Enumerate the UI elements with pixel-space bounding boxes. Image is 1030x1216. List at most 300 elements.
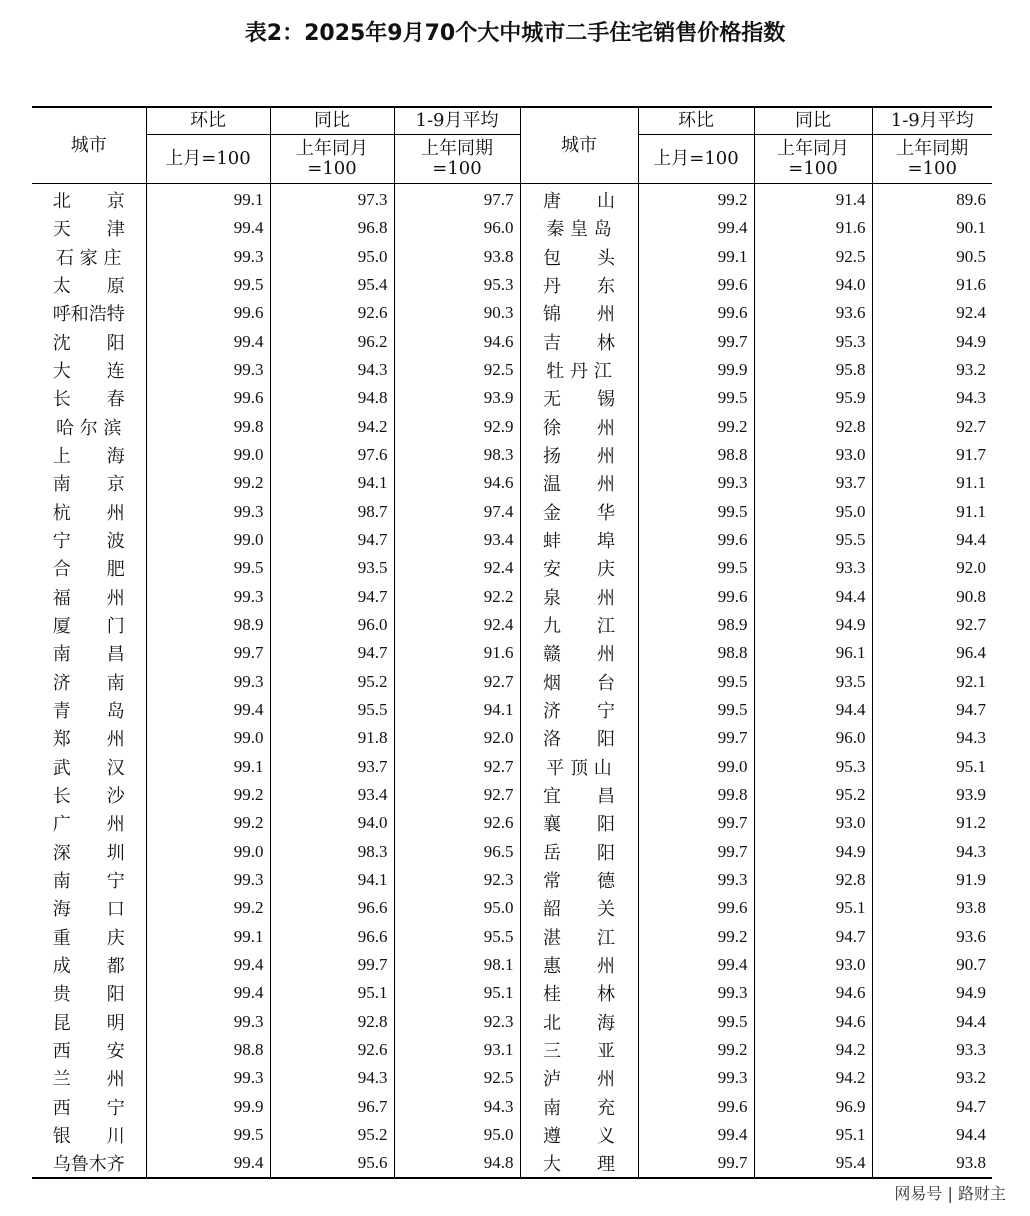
- avg-cell: 91.1: [872, 498, 992, 526]
- mom-cell: 99.3: [146, 668, 270, 696]
- mom-cell: 99.3: [146, 866, 270, 894]
- yoy-cell: 95.3: [754, 753, 872, 781]
- mom-cell: 99.3: [638, 469, 754, 497]
- city-cell: 襄 阳: [520, 809, 638, 837]
- yoy-cell: 93.0: [754, 951, 872, 979]
- city-cell: 长 春: [32, 384, 146, 412]
- city-cell: 三 亚: [520, 1036, 638, 1064]
- avg-cell: 89.6: [872, 184, 992, 215]
- city-cell: 西 宁: [32, 1093, 146, 1121]
- avg-cell: 92.1: [872, 668, 992, 696]
- yoy-cell: 95.1: [270, 979, 394, 1007]
- table-row: [32, 1149, 992, 1178]
- header-mom-base-left: 上月=100: [146, 135, 270, 184]
- mom-cell: 99.3: [638, 979, 754, 1007]
- mom-cell: 99.3: [146, 1008, 270, 1036]
- avg-cell: 97.7: [394, 184, 520, 215]
- mom-cell: 99.2: [146, 894, 270, 922]
- yoy-cell: 98.7: [270, 498, 394, 526]
- yoy-cell: 91.8: [270, 724, 394, 752]
- yoy-cell: 95.6: [270, 1149, 394, 1178]
- city-cell: 蚌 埠: [520, 526, 638, 554]
- yoy-cell: 97.3: [270, 184, 394, 215]
- mom-cell: 99.5: [638, 696, 754, 724]
- table-row: [32, 413, 992, 441]
- avg-cell: 92.7: [872, 611, 992, 639]
- city-cell: 西 安: [32, 1036, 146, 1064]
- mom-cell: 99.0: [146, 724, 270, 752]
- yoy-cell: 94.4: [754, 696, 872, 724]
- mom-cell: 99.2: [638, 413, 754, 441]
- table-body: [32, 184, 992, 1179]
- table-row: [32, 469, 992, 497]
- mom-cell: 99.6: [638, 271, 754, 299]
- city-cell: 宁 波: [32, 526, 146, 554]
- city-cell: 湛 江: [520, 923, 638, 951]
- mom-cell: 99.4: [638, 1121, 754, 1149]
- yoy-cell: 94.8: [270, 384, 394, 412]
- mom-cell: 99.4: [638, 214, 754, 242]
- city-cell: 福 州: [32, 583, 146, 611]
- city-cell: 武 汉: [32, 753, 146, 781]
- avg-cell: 97.4: [394, 498, 520, 526]
- avg-cell: 94.7: [872, 1093, 992, 1121]
- yoy-cell: 94.0: [270, 809, 394, 837]
- city-cell: 上 海: [32, 441, 146, 469]
- yoy-cell: 94.6: [754, 1008, 872, 1036]
- mom-cell: 99.7: [638, 809, 754, 837]
- city-cell: 洛 阳: [520, 724, 638, 752]
- yoy-cell: 96.2: [270, 328, 394, 356]
- yoy-cell: 96.1: [754, 639, 872, 667]
- table-row: [32, 1093, 992, 1121]
- table-row: [32, 979, 992, 1007]
- header-mom-left: 环比: [146, 107, 270, 135]
- avg-cell: 94.4: [872, 526, 992, 554]
- mom-cell: 99.6: [146, 384, 270, 412]
- yoy-cell: 94.3: [270, 1064, 394, 1092]
- yoy-cell: 97.6: [270, 441, 394, 469]
- mom-cell: 98.8: [638, 639, 754, 667]
- table-row: [32, 1008, 992, 1036]
- table-row: [32, 271, 992, 299]
- avg-cell: 91.6: [872, 271, 992, 299]
- avg-cell: 95.3: [394, 271, 520, 299]
- avg-cell: 94.3: [872, 724, 992, 752]
- mom-cell: 99.8: [638, 781, 754, 809]
- header-avg-base-left: 上年同期 =100: [394, 135, 520, 184]
- yoy-cell: 94.1: [270, 469, 394, 497]
- avg-cell: 96.4: [872, 639, 992, 667]
- mom-cell: 99.7: [638, 838, 754, 866]
- mom-cell: 99.7: [146, 639, 270, 667]
- avg-cell: 93.3: [872, 1036, 992, 1064]
- table-row: [32, 1121, 992, 1149]
- avg-cell: 95.0: [394, 894, 520, 922]
- mom-cell: 99.3: [146, 243, 270, 271]
- avg-cell: 92.3: [394, 1008, 520, 1036]
- city-cell: 郑 州: [32, 724, 146, 752]
- avg-cell: 90.3: [394, 299, 520, 327]
- table-row: [32, 894, 992, 922]
- yoy-cell: 94.6: [754, 979, 872, 1007]
- table-row: [32, 214, 992, 242]
- header-yoy-left: 同比: [270, 107, 394, 135]
- yoy-cell: 94.2: [270, 413, 394, 441]
- avg-cell: 90.5: [872, 243, 992, 271]
- avg-cell: 94.1: [394, 696, 520, 724]
- avg-cell: 92.6: [394, 809, 520, 837]
- city-cell: 合 肥: [32, 554, 146, 582]
- mom-cell: 99.6: [638, 894, 754, 922]
- yoy-cell: 95.0: [270, 243, 394, 271]
- header-mom-base-right: 上月=100: [638, 135, 754, 184]
- table-row: [32, 554, 992, 582]
- mom-cell: 98.9: [638, 611, 754, 639]
- header-avg-right: 1-9月平均: [872, 107, 992, 135]
- avg-cell: 91.1: [872, 469, 992, 497]
- header-avg-base-right: 上年同期 =100: [872, 135, 992, 184]
- mom-cell: 99.3: [146, 498, 270, 526]
- mom-cell: 99.2: [146, 781, 270, 809]
- yoy-cell: 92.6: [270, 299, 394, 327]
- mom-cell: 99.0: [146, 526, 270, 554]
- yoy-cell: 93.0: [754, 809, 872, 837]
- city-cell: 桂 林: [520, 979, 638, 1007]
- avg-cell: 92.9: [394, 413, 520, 441]
- mom-cell: 99.4: [146, 1149, 270, 1178]
- mom-cell: 99.6: [638, 1093, 754, 1121]
- table-row: [32, 809, 992, 837]
- avg-cell: 93.9: [872, 781, 992, 809]
- mom-cell: 99.4: [638, 951, 754, 979]
- mom-cell: 98.9: [146, 611, 270, 639]
- avg-cell: 90.7: [872, 951, 992, 979]
- avg-cell: 92.7: [872, 413, 992, 441]
- mom-cell: 99.5: [146, 1121, 270, 1149]
- city-cell: 南 宁: [32, 866, 146, 894]
- avg-cell: 92.4: [394, 611, 520, 639]
- city-cell: 宜 昌: [520, 781, 638, 809]
- header-city-left: 城市: [32, 107, 146, 184]
- mom-cell: 99.4: [146, 696, 270, 724]
- mom-cell: 99.0: [638, 753, 754, 781]
- mom-cell: 99.3: [146, 356, 270, 384]
- city-cell: 大 连: [32, 356, 146, 384]
- city-cell: 九 江: [520, 611, 638, 639]
- yoy-cell: 94.7: [270, 583, 394, 611]
- city-cell: 兰 州: [32, 1064, 146, 1092]
- city-cell: 大 理: [520, 1149, 638, 1178]
- yoy-cell: 95.9: [754, 384, 872, 412]
- yoy-cell: 93.7: [270, 753, 394, 781]
- table-row: [32, 724, 992, 752]
- yoy-cell: 95.0: [754, 498, 872, 526]
- avg-cell: 94.3: [872, 838, 992, 866]
- table-row: [32, 299, 992, 327]
- table-row: [32, 384, 992, 412]
- yoy-cell: 95.4: [754, 1149, 872, 1178]
- mom-cell: 99.5: [638, 668, 754, 696]
- mom-cell: 99.1: [146, 184, 270, 215]
- city-cell: 扬 州: [520, 441, 638, 469]
- table-row: [32, 753, 992, 781]
- table-row: [32, 243, 992, 271]
- city-cell: 金 华: [520, 498, 638, 526]
- yoy-cell: 95.1: [754, 1121, 872, 1149]
- city-cell: 遵 义: [520, 1121, 638, 1149]
- yoy-cell: 94.9: [754, 838, 872, 866]
- yoy-cell: 96.6: [270, 894, 394, 922]
- watermark: 网易号 | 路财主: [888, 1179, 1012, 1206]
- avg-cell: 92.5: [394, 1064, 520, 1092]
- yoy-cell: 95.2: [754, 781, 872, 809]
- city-cell: 赣 州: [520, 639, 638, 667]
- avg-cell: 98.3: [394, 441, 520, 469]
- mom-cell: 99.4: [146, 979, 270, 1007]
- header-yoy-right: 同比: [754, 107, 872, 135]
- table-row: [32, 184, 992, 215]
- avg-cell: 94.6: [394, 328, 520, 356]
- avg-cell: 92.7: [394, 781, 520, 809]
- mom-cell: 99.0: [146, 441, 270, 469]
- table-row: [32, 696, 992, 724]
- yoy-cell: 92.6: [270, 1036, 394, 1064]
- avg-cell: 93.6: [872, 923, 992, 951]
- city-cell: 深 圳: [32, 838, 146, 866]
- header-yoy-base-right: 上年同月 =100: [754, 135, 872, 184]
- avg-cell: 96.0: [394, 214, 520, 242]
- yoy-cell: 92.8: [270, 1008, 394, 1036]
- yoy-cell: 96.0: [270, 611, 394, 639]
- city-cell: 天 津: [32, 214, 146, 242]
- avg-cell: 91.7: [872, 441, 992, 469]
- avg-cell: 94.9: [872, 979, 992, 1007]
- avg-cell: 90.8: [872, 583, 992, 611]
- avg-cell: 93.8: [872, 1149, 992, 1178]
- avg-cell: 92.7: [394, 753, 520, 781]
- avg-cell: 93.8: [394, 243, 520, 271]
- avg-cell: 93.2: [872, 356, 992, 384]
- city-cell: 贵 阳: [32, 979, 146, 1007]
- mom-cell: 99.6: [638, 526, 754, 554]
- mom-cell: 98.8: [146, 1036, 270, 1064]
- yoy-cell: 93.4: [270, 781, 394, 809]
- city-cell: 广 州: [32, 809, 146, 837]
- yoy-cell: 91.6: [754, 214, 872, 242]
- table-row: [32, 583, 992, 611]
- city-cell: 唐 山: [520, 184, 638, 215]
- avg-cell: 93.8: [872, 894, 992, 922]
- table-row: [32, 923, 992, 951]
- city-cell: 牡 丹 江: [520, 356, 638, 384]
- city-cell: 常 德: [520, 866, 638, 894]
- mom-cell: 99.6: [638, 299, 754, 327]
- header-city-right: 城市: [520, 107, 638, 184]
- mom-cell: 99.4: [146, 951, 270, 979]
- yoy-cell: 94.4: [754, 583, 872, 611]
- avg-cell: 94.8: [394, 1149, 520, 1178]
- city-cell: 乌鲁木齐: [32, 1149, 146, 1178]
- table-row: [32, 1064, 992, 1092]
- avg-cell: 94.4: [872, 1121, 992, 1149]
- city-cell: 安 庆: [520, 554, 638, 582]
- city-cell: 长 沙: [32, 781, 146, 809]
- yoy-cell: 96.7: [270, 1093, 394, 1121]
- yoy-cell: 94.7: [270, 526, 394, 554]
- avg-cell: 96.5: [394, 838, 520, 866]
- city-cell: 无 锡: [520, 384, 638, 412]
- avg-cell: 92.2: [394, 583, 520, 611]
- mom-cell: 99.4: [146, 328, 270, 356]
- yoy-cell: 93.5: [754, 668, 872, 696]
- avg-cell: 92.4: [872, 299, 992, 327]
- avg-cell: 92.5: [394, 356, 520, 384]
- mom-cell: 99.5: [146, 554, 270, 582]
- city-cell: 秦 皇 岛: [520, 214, 638, 242]
- mom-cell: 99.5: [638, 498, 754, 526]
- city-cell: 温 州: [520, 469, 638, 497]
- yoy-cell: 95.8: [754, 356, 872, 384]
- table-row: [32, 668, 992, 696]
- avg-cell: 94.3: [394, 1093, 520, 1121]
- yoy-cell: 95.5: [270, 696, 394, 724]
- city-cell: 济 宁: [520, 696, 638, 724]
- avg-cell: 93.9: [394, 384, 520, 412]
- avg-cell: 95.0: [394, 1121, 520, 1149]
- city-cell: 厦 门: [32, 611, 146, 639]
- avg-cell: 94.7: [872, 696, 992, 724]
- city-cell: 丹 东: [520, 271, 638, 299]
- yoy-cell: 94.0: [754, 271, 872, 299]
- avg-cell: 92.7: [394, 668, 520, 696]
- table-row: [32, 328, 992, 356]
- mom-cell: 99.9: [638, 356, 754, 384]
- yoy-cell: 96.9: [754, 1093, 872, 1121]
- mom-cell: 99.5: [638, 554, 754, 582]
- avg-cell: 95.1: [872, 753, 992, 781]
- avg-cell: 92.4: [394, 554, 520, 582]
- city-cell: 韶 关: [520, 894, 638, 922]
- yoy-cell: 95.2: [270, 668, 394, 696]
- table-row: [32, 951, 992, 979]
- mom-cell: 99.1: [638, 243, 754, 271]
- yoy-cell: 95.2: [270, 1121, 394, 1149]
- mom-cell: 99.3: [146, 583, 270, 611]
- table-row: [32, 498, 992, 526]
- yoy-cell: 94.3: [270, 356, 394, 384]
- mom-cell: 99.7: [638, 1149, 754, 1178]
- table-row: [32, 866, 992, 894]
- yoy-cell: 93.3: [754, 554, 872, 582]
- mom-cell: 99.2: [638, 184, 754, 215]
- mom-cell: 99.4: [146, 214, 270, 242]
- city-cell: 银 川: [32, 1121, 146, 1149]
- avg-cell: 91.2: [872, 809, 992, 837]
- city-cell: 太 原: [32, 271, 146, 299]
- city-cell: 南 充: [520, 1093, 638, 1121]
- city-cell: 石 家 庄: [32, 243, 146, 271]
- avg-cell: 92.3: [394, 866, 520, 894]
- mom-cell: 99.9: [146, 1093, 270, 1121]
- mom-cell: 99.6: [146, 299, 270, 327]
- avg-cell: 91.6: [394, 639, 520, 667]
- city-cell: 杭 州: [32, 498, 146, 526]
- avg-cell: 94.9: [872, 328, 992, 356]
- yoy-cell: 95.5: [754, 526, 872, 554]
- mom-cell: 99.7: [638, 724, 754, 752]
- avg-cell: 98.1: [394, 951, 520, 979]
- mom-cell: 99.8: [146, 413, 270, 441]
- yoy-cell: 92.5: [754, 243, 872, 271]
- avg-cell: 91.9: [872, 866, 992, 894]
- avg-cell: 93.2: [872, 1064, 992, 1092]
- city-cell: 哈 尔 滨: [32, 413, 146, 441]
- table-row: [32, 1036, 992, 1064]
- mom-cell: 99.3: [638, 1064, 754, 1092]
- yoy-cell: 94.7: [270, 639, 394, 667]
- mom-cell: 99.2: [638, 923, 754, 951]
- yoy-cell: 94.2: [754, 1036, 872, 1064]
- yoy-cell: 94.1: [270, 866, 394, 894]
- mom-cell: 99.5: [146, 271, 270, 299]
- city-cell: 北 海: [520, 1008, 638, 1036]
- city-cell: 济 南: [32, 668, 146, 696]
- city-cell: 平 顶 山: [520, 753, 638, 781]
- yoy-cell: 95.4: [270, 271, 394, 299]
- city-cell: 沈 阳: [32, 328, 146, 356]
- yoy-cell: 93.0: [754, 441, 872, 469]
- city-cell: 惠 州: [520, 951, 638, 979]
- mom-cell: 99.3: [638, 866, 754, 894]
- mom-cell: 99.1: [146, 753, 270, 781]
- city-cell: 海 口: [32, 894, 146, 922]
- city-cell: 徐 州: [520, 413, 638, 441]
- table-row: [32, 356, 992, 384]
- mom-cell: 99.5: [638, 384, 754, 412]
- table-row: [32, 781, 992, 809]
- yoy-cell: 93.5: [270, 554, 394, 582]
- yoy-cell: 94.7: [754, 923, 872, 951]
- avg-cell: 94.4: [872, 1008, 992, 1036]
- yoy-cell: 95.3: [754, 328, 872, 356]
- yoy-cell: 92.8: [754, 866, 872, 894]
- city-cell: 成 都: [32, 951, 146, 979]
- mom-cell: 99.0: [146, 838, 270, 866]
- mom-cell: 99.2: [146, 469, 270, 497]
- avg-cell: 94.3: [872, 384, 992, 412]
- yoy-cell: 96.8: [270, 214, 394, 242]
- city-cell: 泸 州: [520, 1064, 638, 1092]
- city-cell: 北 京: [32, 184, 146, 215]
- city-cell: 吉 林: [520, 328, 638, 356]
- mom-cell: 99.5: [638, 1008, 754, 1036]
- yoy-cell: 93.7: [754, 469, 872, 497]
- mom-cell: 99.3: [146, 1064, 270, 1092]
- mom-cell: 99.6: [638, 583, 754, 611]
- yoy-cell: 94.9: [754, 611, 872, 639]
- header-mom-right: 环比: [638, 107, 754, 135]
- table-row: [32, 838, 992, 866]
- mom-cell: 99.1: [146, 923, 270, 951]
- avg-cell: 94.6: [394, 469, 520, 497]
- city-cell: 呼和浩特: [32, 299, 146, 327]
- city-cell: 锦 州: [520, 299, 638, 327]
- city-cell: 烟 台: [520, 668, 638, 696]
- yoy-cell: 91.4: [754, 184, 872, 215]
- yoy-cell: 96.0: [754, 724, 872, 752]
- mom-cell: 98.8: [638, 441, 754, 469]
